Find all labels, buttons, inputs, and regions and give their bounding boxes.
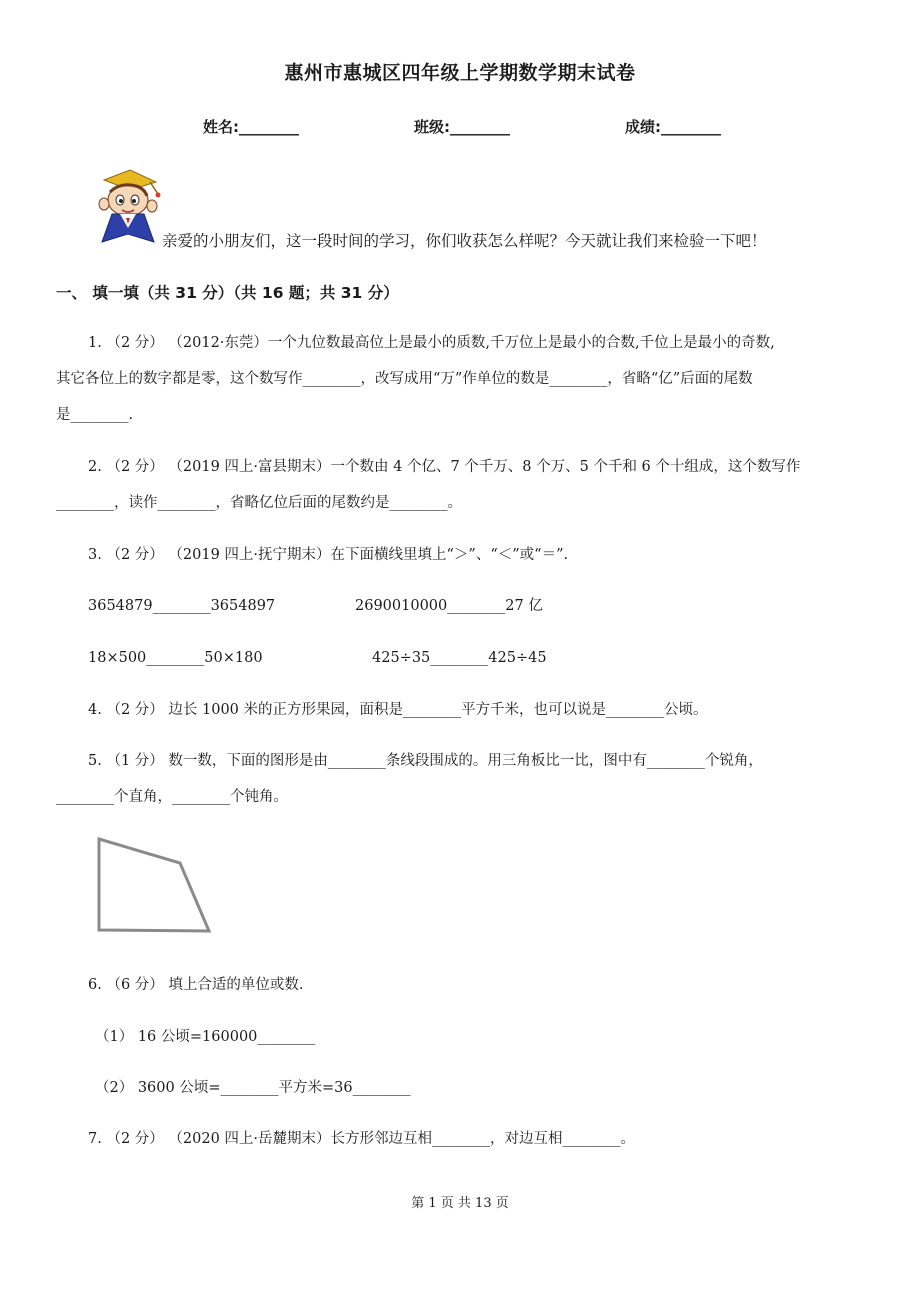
question-1-line-3: 是________. xyxy=(56,407,134,423)
question-3-line-1: 3. （2 分） （2019 四上·抚宁期末）在下面横线里填上“＞”、“＜”或“＝”. xyxy=(88,547,569,563)
question-6-sub-2: （2） 3600 公顷=________平方米=36________ xyxy=(95,1080,411,1096)
question-2-line-2: ________，读作________，省略亿位后面的尾数约是________。 xyxy=(56,495,462,511)
page-title: 惠州市惠城区四年级上学期数学期末试卷 xyxy=(284,62,636,84)
quadrilateral-figure xyxy=(92,832,216,936)
question-1-line-1: 1. （2 分） （2012·东莞）一个九位数最高位上是最小的质数,千万位上是最小的合数,千位上是最小的奇数, xyxy=(88,335,775,351)
score-field: 成绩:________ xyxy=(625,118,721,136)
question-1-line-2: 其它各位上的数字都是零，这个数写作________，改写成用“万”作单位的数是________，省略“亿”后面的尾数 xyxy=(56,371,753,387)
question-5-line-2: ________个直角，________个钝角。 xyxy=(56,789,288,805)
page-footer: 第 1 页 共 13 页 xyxy=(411,1196,509,1211)
question-2-line-1: 2. （2 分） （2019 四上·富县期末）一个数由 4 个亿、7 个千万、8 个万、5 个千和 6 个十组成，这个数写作 xyxy=(88,459,801,475)
class-field: 班级:________ xyxy=(414,118,510,136)
question-3-item-d: 425÷35________425÷45 xyxy=(372,650,547,666)
question-5-line-1: 5. （1 分） 数一数，下面的图形是由________条线段围成的。用三角板比一比，图中有________个锐角， xyxy=(88,753,763,769)
mascot-icon xyxy=(90,168,166,246)
question-3-item-b: 2690010000________27 亿 xyxy=(355,598,543,614)
question-3-item-a: 3654879________3654897 xyxy=(88,598,276,614)
question-4-line-1: 4. （2 分） 边长 1000 米的正方形果园，面积是________平方千米，也可以说是________公顷。 xyxy=(88,702,708,718)
question-7-line-1: 7. （2 分） （2020 四上·岳麓期末）长方形邻边互相________，对边互相________。 xyxy=(88,1131,636,1147)
question-6-sub-1: （1） 16 公顷=160000________ xyxy=(95,1029,316,1045)
question-3-item-c: 18×500________50×180 xyxy=(88,650,263,666)
greeting-text: 亲爱的小朋友们，这一段时间的学习，你们收获怎么样呢？今天就让我们来检验一下吧！ xyxy=(162,232,767,250)
section-1-heading: 一、 填一填（共 31 分）（共 16 题；共 31 分） xyxy=(56,284,399,302)
name-field: 姓名:________ xyxy=(203,118,299,136)
question-6-line-1: 6. （6 分） 填上合适的单位或数. xyxy=(88,977,304,993)
